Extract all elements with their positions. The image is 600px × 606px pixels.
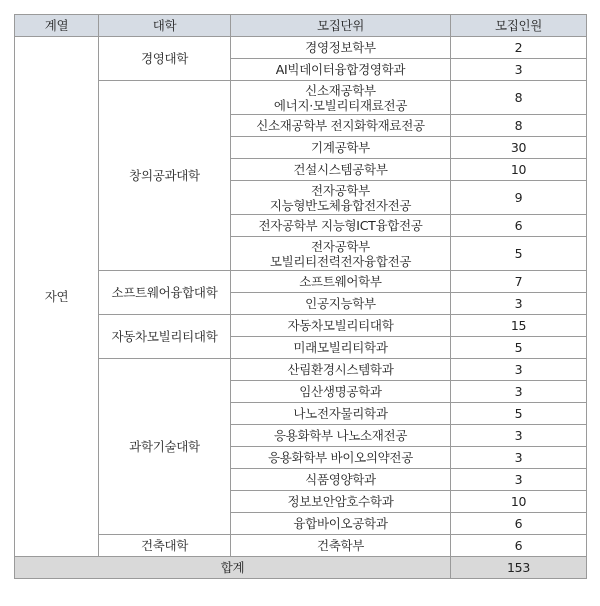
table-row <box>15 535 587 557</box>
total-value: 153 <box>451 557 587 579</box>
unit-line: 전자공학부 <box>311 182 370 198</box>
unit-cell <box>231 293 451 315</box>
unit-line: 정보보안암호수학과 <box>287 494 394 509</box>
unit-cell <box>231 425 451 447</box>
unit-cell <box>231 513 451 535</box>
unit-cell <box>231 447 451 469</box>
count-cell: 3 <box>451 59 587 81</box>
count-cell: 5 <box>451 337 587 359</box>
unit-line: AI빅데이터융합경영학과 <box>275 62 406 77</box>
unit-line: 전자공학부 <box>311 238 370 254</box>
unit-line: 식품영양학과 <box>305 472 376 487</box>
unit-line: 경영정보학부 <box>305 40 376 55</box>
count-cell: 6 <box>451 513 587 535</box>
table-row <box>15 271 587 293</box>
unit-cell <box>231 159 451 181</box>
unit-cell <box>231 271 451 293</box>
count-cell: 7 <box>451 271 587 293</box>
table-row <box>15 359 587 381</box>
unit-line: 응용화학부 바이오의약전공 <box>268 450 413 465</box>
college-cell: 건축대학 <box>99 535 231 557</box>
unit-cell <box>231 403 451 425</box>
unit-cell <box>231 469 451 491</box>
count-cell: 2 <box>451 37 587 59</box>
unit-cell <box>231 59 451 81</box>
header-category: 계열 <box>15 15 99 37</box>
count-cell: 30 <box>451 137 587 159</box>
unit-line: 나노전자물리학과 <box>293 406 388 421</box>
unit-line: 신소재공학부 <box>305 82 376 98</box>
total-row <box>15 557 587 579</box>
unit-line: 모빌리티전력전자융합전공 <box>269 253 412 269</box>
unit-line: 미래모빌리티학과 <box>293 340 388 355</box>
unit-line: 건축학부 <box>316 538 365 553</box>
count-cell: 3 <box>451 359 587 381</box>
header-count: 모집인원 <box>451 15 587 37</box>
count-cell: 10 <box>451 491 587 513</box>
unit-cell <box>231 137 451 159</box>
header-college: 대학 <box>99 15 231 37</box>
unit-line: 임산생명공학과 <box>299 384 382 399</box>
unit-cell <box>231 215 451 237</box>
table-body <box>15 37 587 557</box>
unit-cell <box>231 181 451 215</box>
table-row <box>15 81 587 115</box>
table-row <box>15 315 587 337</box>
college-cell: 창의공과대학 <box>99 81 231 271</box>
college-cell: 소프트웨어융합대학 <box>99 271 231 315</box>
table-row <box>15 37 587 59</box>
unit-line: 지능형반도체융합전자전공 <box>269 197 412 213</box>
total-label: 합계 <box>15 557 451 579</box>
count-cell: 5 <box>451 403 587 425</box>
header-unit: 모집단위 <box>231 15 451 37</box>
count-cell: 8 <box>451 115 587 137</box>
count-cell: 3 <box>451 293 587 315</box>
unit-cell <box>231 491 451 513</box>
unit-cell <box>231 115 451 137</box>
count-cell: 3 <box>451 425 587 447</box>
count-cell: 3 <box>451 447 587 469</box>
count-cell: 10 <box>451 159 587 181</box>
college-cell: 과학기술대학 <box>99 359 231 535</box>
unit-line: 기계공학부 <box>311 140 370 155</box>
category-cell: 자연 <box>15 37 99 557</box>
unit-cell <box>231 315 451 337</box>
unit-cell <box>231 237 451 271</box>
unit-line: 산림환경시스템학과 <box>287 362 394 377</box>
unit-line: 소프트웨어학부 <box>299 274 382 289</box>
unit-line: 자동차모빌리티대학 <box>287 318 394 333</box>
unit-line: 인공지능학부 <box>305 296 376 311</box>
unit-cell <box>231 337 451 359</box>
admissions-table <box>14 14 587 579</box>
unit-line: 신소재공학부 전지화학재료전공 <box>256 118 425 133</box>
table-header <box>15 15 587 37</box>
unit-line: 응용화학부 나노소재전공 <box>273 428 408 443</box>
count-cell: 8 <box>451 81 587 115</box>
unit-line: 융합바이오공학과 <box>293 516 388 531</box>
count-cell: 3 <box>451 469 587 491</box>
count-cell: 15 <box>451 315 587 337</box>
college-cell: 경영대학 <box>99 37 231 81</box>
unit-line: 건설시스템공학부 <box>293 162 388 177</box>
count-cell: 9 <box>451 181 587 215</box>
count-cell: 6 <box>451 535 587 557</box>
unit-cell <box>231 359 451 381</box>
unit-cell <box>231 81 451 115</box>
college-cell: 자동차모빌리티대학 <box>99 315 231 359</box>
table-footer <box>15 557 587 579</box>
header-row <box>15 15 587 37</box>
unit-line: 에너지·모빌리티재료전공 <box>273 97 408 113</box>
unit-cell <box>231 381 451 403</box>
unit-line: 전자공학부 지능형ICT융합전공 <box>258 218 423 233</box>
count-cell: 5 <box>451 237 587 271</box>
unit-cell <box>231 535 451 557</box>
count-cell: 6 <box>451 215 587 237</box>
count-cell: 3 <box>451 381 587 403</box>
unit-cell <box>231 37 451 59</box>
